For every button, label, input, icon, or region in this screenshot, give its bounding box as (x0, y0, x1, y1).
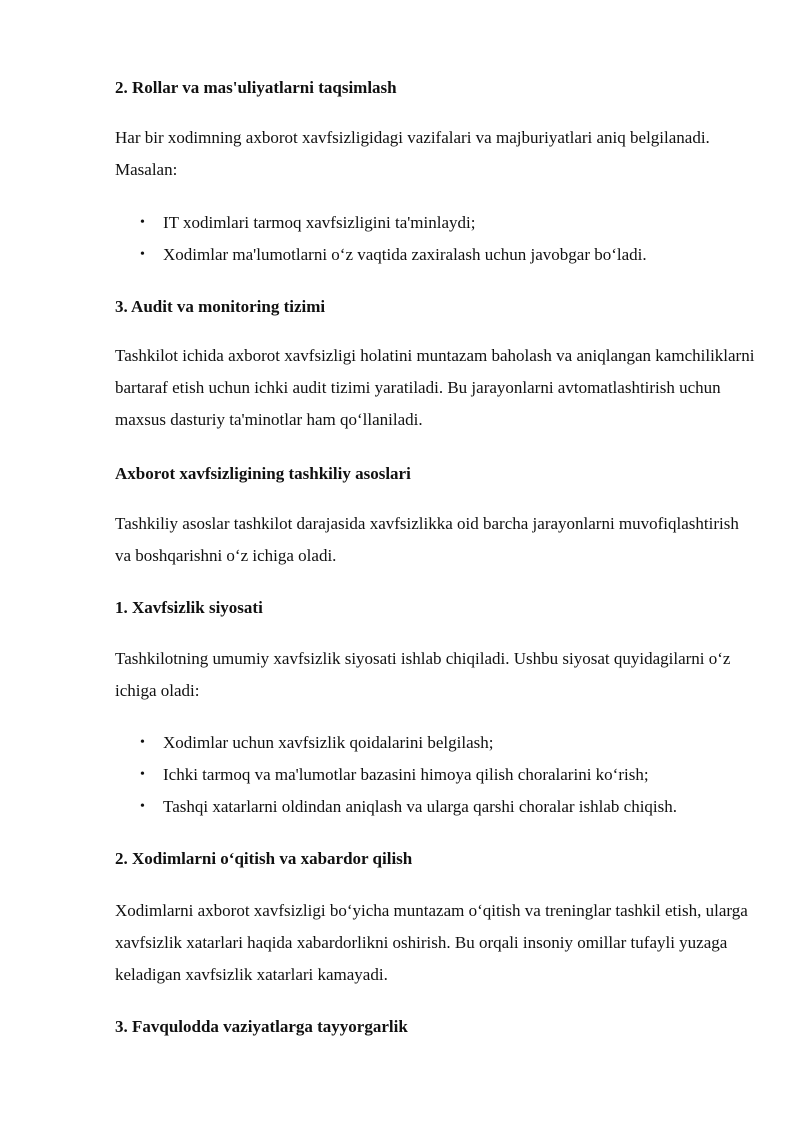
paragraph-training: Xodimlarni axborot xavfsizligi bo‘yicha muntazam o‘qitish va treninglar tashkil etish, ularga xavfsizlik xatarlari haqida xabardorlikni oshirish. Bu orqali insoniy omillar tufayli yuzaga keladigan xavfsizlik xatarlari kamayadi. (115, 901, 748, 984)
bullet-icon: • (140, 767, 145, 782)
bullet-icon: • (140, 215, 145, 230)
list-item: • IT xodimlari tarmoq xavfsizligini ta'minlaydi; (115, 207, 755, 239)
heading-emergency: 3. Favqulodda vaziyatlarga tayyorgarlik (115, 1017, 408, 1036)
paragraph-policy: Tashkilotning umumiy xavfsizlik siyosati ishlab chiqiladi. Ushbu siyosat quyidagilarni o‘z ichiga oladi: (115, 649, 731, 700)
paragraph-audit: Tashkilot ichida axborot xavfsizligi holatini muntazam baholash va aniqlangan kamchiliklarni bartaraf etish uchun ichki audit tizimi yaratiladi. Bu jarayonlarni avtomatlashtirish uchun maxsus dasturiy ta'minotlar ham qo‘llaniladi. (115, 346, 755, 429)
heading-training: 2. Xodimlarni o‘qitish va xabardor qilish (115, 849, 413, 868)
list-item: • Ichki tarmoq va ma'lumotlar bazasini himoya qilish choralarini ko‘rish; (115, 759, 755, 791)
heading-audit: 3. Audit va monitoring tizimi (115, 297, 326, 316)
list-item: • Xodimlar uchun xavfsizlik qoidalarini belgilash; (115, 727, 755, 759)
bullet-icon: • (140, 247, 145, 262)
paragraph-org: Tashkiliy asoslar tashkilot darajasida xavfsizlikka oid barcha jarayonlarni muvofiqlashtirish va boshqarishni o‘z ichiga oladi. (115, 514, 739, 565)
bullet-icon: • (140, 799, 145, 814)
list-item: • Tashqi xatarlarni oldindan aniqlash va ularga qarshi choralar ishlab chiqish. (115, 791, 755, 823)
list-item: • Xodimlar ma'lumotlarni o‘z vaqtida zaxiralash uchun javobgar bo‘ladi. (115, 239, 755, 271)
list-roles (115, 207, 755, 271)
list-policy (115, 727, 755, 823)
heading-policy: 1. Xavfsizlik siyosati (115, 598, 263, 617)
bullet-icon: • (140, 735, 145, 750)
heading-roles: 2. Rollar va mas'uliyatlarni taqsimlash (115, 78, 397, 97)
paragraph-roles: Har bir xodimning axborot xavfsizligidagi vazifalari va majburiyatlari aniq belgilanadi. Masalan: (115, 128, 710, 179)
heading-org: Axborot xavfsizligining tashkiliy asoslari (115, 464, 411, 483)
